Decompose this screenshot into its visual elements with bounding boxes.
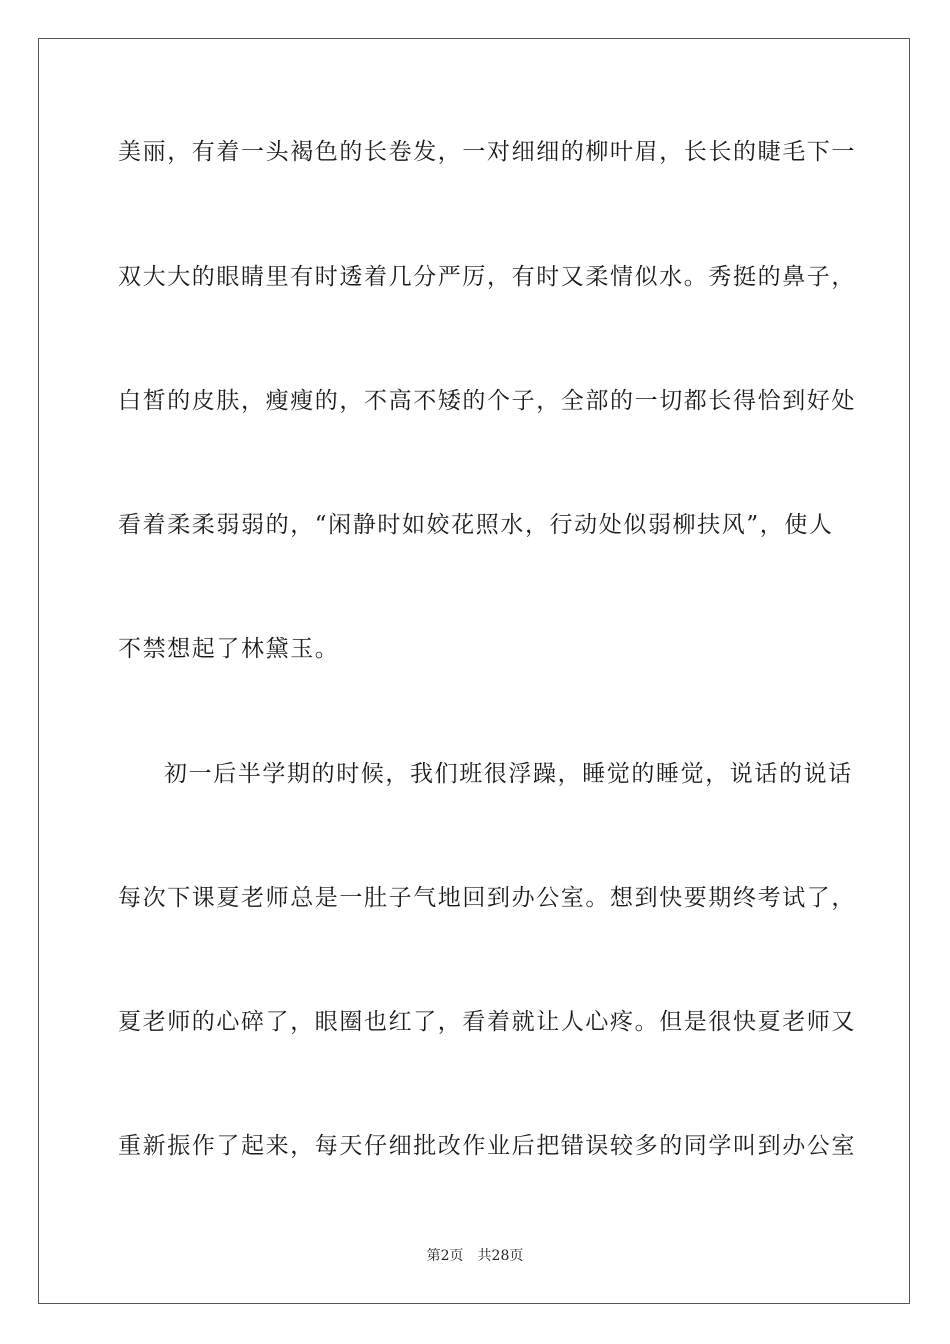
page-number: 第2页 xyxy=(426,1248,464,1264)
page-frame xyxy=(38,38,910,1304)
text-line: 夏老师的心碎了，眼圈也红了，看着就让人心疼。但是很快夏老师又 xyxy=(118,1009,856,1035)
text-line: 每次下课夏老师总是一肚子气地回到办公室。想到快要期终考试了， xyxy=(118,885,856,911)
text-line: 看着柔柔弱弱的，“闲静时如姣花照水，行动处似弱柳扶风”，使人 xyxy=(118,512,834,538)
paragraph-first-line: 初一后半学期的时候，我们班很浮躁，睡觉的睡觉，说话的说话 xyxy=(164,761,853,787)
text-line: 白皙的皮肤，瘦瘦的，不高不矮的个子，全部的一切都长得恰到好处 xyxy=(118,388,856,414)
text-line: 不禁想起了林黛玉。 xyxy=(118,636,340,662)
text-line: 双大大的眼睛里有时透着几分严厉，有时又柔情似水。秀挺的鼻子， xyxy=(118,264,856,290)
text-line: 美丽，有着一头褐色的长卷发，一对细细的柳叶眉，长长的睫毛下一 xyxy=(118,139,856,165)
text-line: 重新振作了起来，每天仔细批改作业后把错误较多的同学叫到办公室 xyxy=(118,1133,856,1159)
page-footer xyxy=(0,1247,950,1265)
page-total: 共28页 xyxy=(477,1248,524,1264)
